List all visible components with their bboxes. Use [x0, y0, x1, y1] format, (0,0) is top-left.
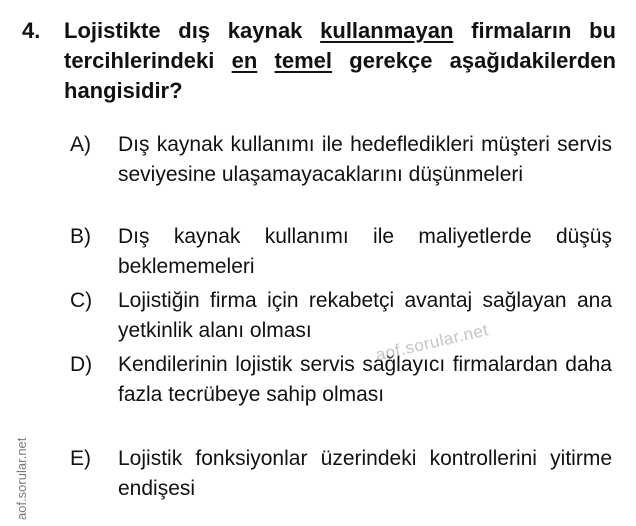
option-e-letter: E)	[70, 447, 91, 470]
option-d-letter: D)	[70, 353, 93, 376]
option-e-text: Lojistik fonksiyonlar üzerindeki kontrollerini yitirme endişesi	[118, 447, 612, 500]
question-stem-underlined-kullanmayan: kullanmayan	[320, 18, 454, 43]
question-stem-underlined-temel: temel	[274, 48, 333, 73]
question-stem	[64, 16, 616, 106]
question-stem-text	[257, 48, 274, 73]
question-stem-text: gerekçe aşağıdakilerden hangisidir?	[64, 48, 616, 103]
option-c-text: Lojistiğin firma için rekabetçi avantaj sağlayan ana yetkinlik alanı olması	[118, 289, 612, 342]
question-stem-underlined-en: en	[231, 48, 258, 73]
watermark-side: aof.sorular.net	[14, 437, 29, 520]
option-c-letter: C)	[70, 289, 93, 312]
option-b-letter: B)	[70, 225, 91, 248]
option-b-text: Dış kaynak kullanımı ile maliyetlerde düşüş beklememeleri	[118, 225, 612, 278]
question-stem-text: Lojistikte dış kaynak	[64, 18, 321, 43]
watermark-center: aof.sorular.net	[373, 320, 491, 365]
option-a-letter: A)	[70, 133, 91, 156]
option-d-text: Kendilerinin lojistik servis sağlayıcı firmalardan daha fazla tecrübeye sahip olması	[118, 353, 612, 406]
option-a-text: Dış kaynak kullanımı ile hedefledikleri müşteri servis seviyesine ulaşamayacaklarını düşünmeleri	[118, 133, 612, 186]
question-number: 4.	[22, 18, 41, 43]
question-stem-text: firmaların bu tercihlerindeki	[64, 18, 616, 73]
